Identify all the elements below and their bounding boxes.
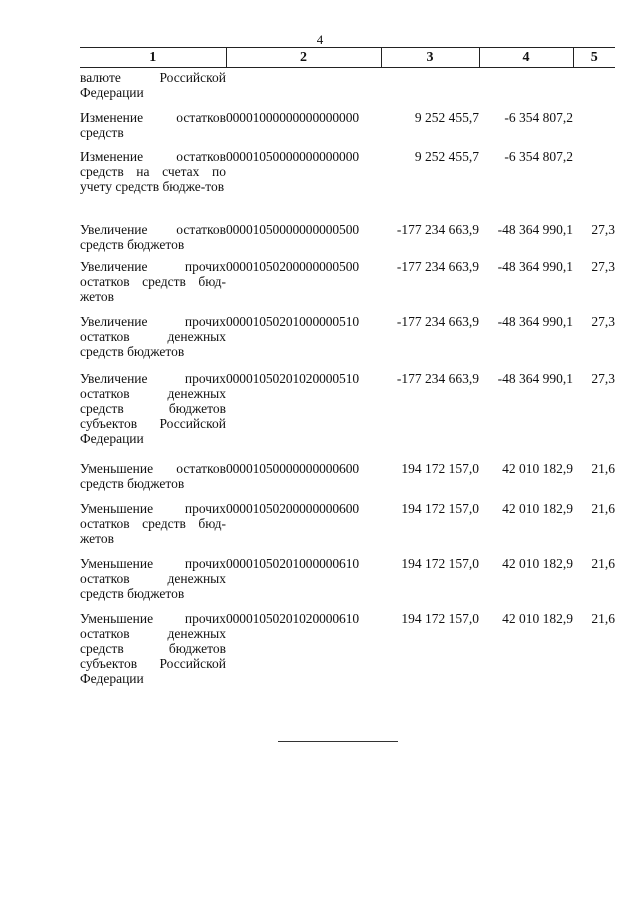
row-code: 00001050000000000000 xyxy=(226,149,360,164)
row-plan-value: 9 252 455,7 xyxy=(414,149,479,164)
row-percent xyxy=(573,68,615,111)
row-percent xyxy=(573,149,615,222)
row-code: 00001050201020000610 xyxy=(226,611,360,626)
row-actual-value: -48 364 990,1 xyxy=(497,259,573,274)
row-code: 00001050200000000600 xyxy=(226,501,360,516)
row-code: 00001050200000000500 xyxy=(226,259,360,274)
row-actual-value: 42 010 182,9 xyxy=(502,556,573,571)
row-percent: 21,6 xyxy=(591,461,615,476)
table-row xyxy=(80,222,615,259)
row-plan-value: -177 234 663,9 xyxy=(396,259,479,274)
row-name: Изменение остатков средств xyxy=(80,110,226,140)
table-row xyxy=(80,110,615,149)
table-row xyxy=(80,314,615,371)
row-percent: 27,3 xyxy=(591,222,615,237)
row-plan-value: 194 172 157,0 xyxy=(401,501,479,516)
table-header-row xyxy=(80,48,615,68)
row-actual-value: -48 364 990,1 xyxy=(497,371,573,386)
row-plan-value: -177 234 663,9 xyxy=(396,371,479,386)
column-header-5: 5 xyxy=(573,48,615,68)
column-header-1: 1 xyxy=(80,48,226,68)
table-row xyxy=(80,461,615,501)
table-row xyxy=(80,556,615,611)
row-name: Увеличение прочих остатков денежных средств бюджетов субъектов Российской Федерации xyxy=(80,371,226,446)
row-name: Уменьшение прочих остатков средств бюд-жетов xyxy=(80,501,226,546)
row-actual-value: -48 364 990,1 xyxy=(497,314,573,329)
row-name: Уменьшение прочих остатков денежных средств бюджетов субъектов Российской Федерации xyxy=(80,611,226,686)
row-actual-value: 42 010 182,9 xyxy=(502,461,573,476)
table-row xyxy=(80,501,615,556)
column-header-4: 4 xyxy=(479,48,573,68)
row-percent: 21,6 xyxy=(591,556,615,571)
row-plan-value: 194 172 157,0 xyxy=(401,611,479,626)
row-plan-value: 194 172 157,0 xyxy=(401,556,479,571)
row-actual-value: 42 010 182,9 xyxy=(502,611,573,626)
row-name: валюте Российской Федерации xyxy=(80,70,226,100)
row-code: 00001050000000000600 xyxy=(226,461,360,476)
row-name: Уменьшение прочих остатков денежных средств бюджетов xyxy=(80,556,226,601)
row-actual-value: -6 354 807,2 xyxy=(504,149,573,164)
row-code: 00001050201020000510 xyxy=(226,371,360,386)
row-plan-value: -177 234 663,9 xyxy=(396,222,479,237)
row-name: Увеличение остатков средств бюджетов xyxy=(80,222,226,252)
row-plan-value: -177 234 663,9 xyxy=(396,314,479,329)
row-percent: 21,6 xyxy=(591,611,615,626)
row-name: Изменение остатков средств на счетах по учету средств бюдже-тов xyxy=(80,149,226,194)
row-actual-value xyxy=(479,68,573,111)
budget-sources-table xyxy=(80,47,615,701)
row-percent: 27,3 xyxy=(591,259,615,274)
table-row xyxy=(80,68,615,111)
row-actual-value: -48 364 990,1 xyxy=(497,222,573,237)
row-plan-value xyxy=(381,68,479,111)
row-percent: 27,3 xyxy=(591,371,615,386)
row-code: 00001050000000000500 xyxy=(226,222,360,237)
page-number: 4 xyxy=(316,32,324,47)
row-actual-value: -6 354 807,2 xyxy=(504,110,573,125)
table-row xyxy=(80,611,615,701)
row-code: 00001050201000000610 xyxy=(226,556,360,571)
row-percent: 27,3 xyxy=(591,314,615,329)
row-plan-value: 9 252 455,7 xyxy=(414,110,479,125)
row-name: Увеличение прочих остатков денежных средств бюджетов xyxy=(80,314,226,359)
table-row xyxy=(80,371,615,461)
column-header-2: 2 xyxy=(226,48,381,68)
row-actual-value: 42 010 182,9 xyxy=(502,501,573,516)
row-percent: 21,6 xyxy=(591,501,615,516)
column-header-3: 3 xyxy=(381,48,479,68)
row-name: Увеличение прочих остатков средств бюд-жетов xyxy=(80,259,226,304)
row-plan-value: 194 172 157,0 xyxy=(401,461,479,476)
row-name: Уменьшение остатков средств бюджетов xyxy=(80,461,226,491)
row-code xyxy=(226,68,381,111)
row-code: 00001000000000000000 xyxy=(226,110,360,125)
table-row xyxy=(80,149,615,222)
row-percent xyxy=(573,110,615,149)
end-of-document-rule xyxy=(278,741,398,742)
row-code: 00001050201000000510 xyxy=(226,314,360,329)
table-row xyxy=(80,259,615,314)
